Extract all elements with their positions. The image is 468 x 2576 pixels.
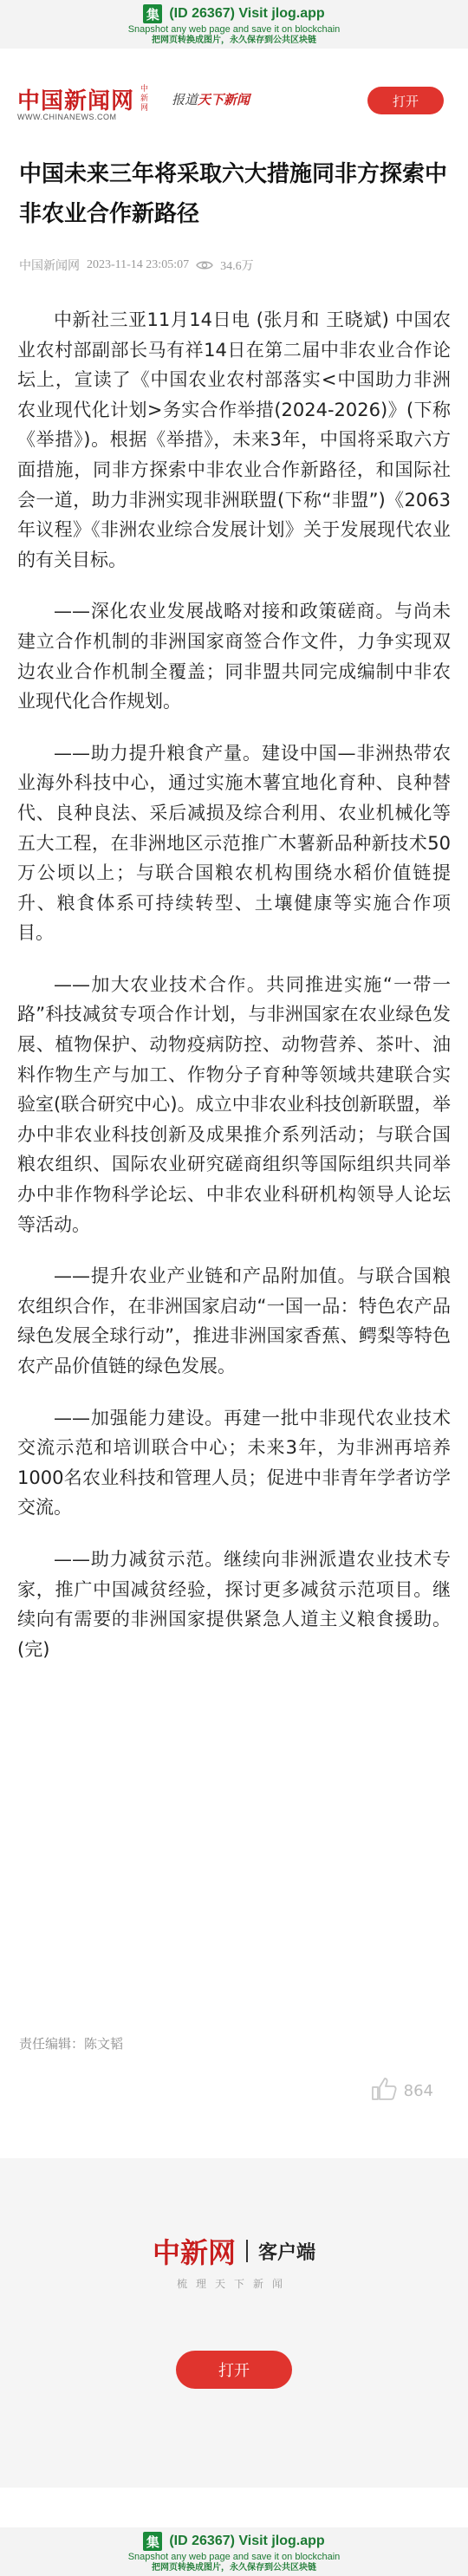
footer-slogan: 梳理天下新闻	[176, 2278, 291, 2290]
bottom-banner[interactable]	[0, 2527, 468, 2576]
banner-desc-cn: 把网页转换成图片，永久保存到公共区块链	[152, 2563, 316, 2573]
banner-id-link[interactable]: (ID 26367) Visit jlog.app	[169, 6, 325, 21]
footer-client-label: 客户端	[258, 2241, 316, 2264]
site-logo[interactable]: 中国新闻网	[17, 88, 135, 114]
slogan-part-b: 天下新闻	[198, 92, 250, 107]
logo-subtext: 中新网	[140, 85, 149, 113]
article-paragraph: ——加强能力建设。再建一批中非现代农业技术交流示范和培训联合中心；未来3年，为非洲再培养1000名农业科技和管理人员；促进中非青年学者访学交流。	[17, 1407, 451, 1519]
open-app-button[interactable]: 打开	[367, 87, 444, 114]
footer-logo-cn: 中新网	[152, 2236, 236, 2269]
banner-desc-en: Snapshot any web page and save it on blockchain	[127, 24, 341, 35]
article-title: 中国未来三年将采取六大措施同非方探索中非农业合作新路径	[19, 161, 448, 227]
like-count: 864	[403, 2082, 433, 2100]
article-datetime: 2023-11-14 23:05:07	[87, 258, 190, 271]
article-paragraph: 中新社三亚11月14日电 (张月和 王晓斌) 中国农业农村部副部长马有祥14日在第二届中非农业合作论坛上，宣读了《中国农业农村部落实<中国助力非洲农业现代化计划>务实合作举措(2024-2026)》(下称《举措》)。根据《举措》，未来3年，中国将采取六方面措施，同非方探索中非农业合作新路径，和国际社会一道，助力非洲实现非洲联盟(下称“非盟”)《2063年议程》《非洲农业综合发展计划》关于发展现代农业的有关目标。	[17, 309, 451, 570]
article-body	[17, 305, 451, 1686]
logo-url: WWW.CHINANEWS.COM	[17, 113, 117, 121]
like-button[interactable]	[371, 2077, 433, 2105]
site-header	[0, 73, 468, 133]
article-paragraph: ——助力提升粮食产量。建设中国—非洲热带农业海外科技中心，通过实施木薯宜地化育种、良种替代、良种良法、采后减损及综合利用、农业机械化等五大工程，在非洲地区示范推广木薯新品种新技术50万公顷以上；与联合国粮农机构围绕水稻价值链提升、粮食体系可持续转型、土壤健康等实施合作项目。	[17, 742, 451, 944]
article-paragraph: ——提升农业产业链和产品附加值。与联合国粮农组织合作，在非洲国家启动“一国一品：特色农产品绿色发展全球行动”，推进非洲国家香蕉、鳄梨等特色农产品价值链的绿色发展。	[17, 1265, 451, 1376]
slogan-part-a: 报道	[172, 92, 198, 107]
view-count: 34.6万	[220, 260, 254, 273]
banner-desc-en: Snapshot any web page and save it on blockchain	[127, 2552, 341, 2562]
eye-icon	[196, 259, 213, 271]
article-paragraph: ——深化农业发展战略对接和政策磋商。与尚未建立合作机制的非洲国家商签合作文件，力争实现双边农业合作机制全覆盖；同非盟共同完成编制中非农业现代化合作规划。	[17, 601, 451, 712]
article-paragraph: ——加大农业技术合作。共同推进实施“一带一路”科技减贫专项合作计划，与非洲国家在农业绿色发展、植物保护、动物疫病防控、动物营养、茶叶、油料作物生产与加工、作物分子育种等领域共建联合实验室(联合研究中心)。成立中非农业科技创新联盟，举办中非农业科技创新及成果推介系列活动；与联合国粮农组织、国际农业研究磋商组织等国际组织共同举办中非作物科学论坛、中非农业科研机构领导人论坛等活动。	[17, 973, 451, 1235]
jlog-icon: 集	[143, 2532, 162, 2551]
app-promo-footer	[0, 2158, 468, 2488]
article-meta	[19, 257, 254, 274]
open-app-footer-button[interactable]: 打开	[176, 2351, 292, 2389]
footer-logo-divider	[246, 2240, 248, 2262]
banner-id-link[interactable]: (ID 26367) Visit jlog.app	[169, 2534, 325, 2548]
thumbs-up-icon	[371, 2077, 397, 2105]
banner-desc-cn: 把网页转换成图片，永久保存到公共区块链	[152, 36, 316, 45]
article-paragraph: ——助力减贫示范。继续向非洲派遣农业技术专家，推广中国减贫经验，探讨更多减贫示范项目。继续向有需要的非洲国家提供紧急人道主义粮食援助。(完)	[17, 1548, 451, 1660]
footer-logo	[0, 2231, 468, 2271]
top-banner[interactable]	[0, 0, 468, 49]
article-source: 中国新闻网	[19, 260, 80, 273]
article-editor: 责任编辑：陈文韬	[19, 2036, 124, 2052]
header-slogan	[172, 90, 250, 108]
jlog-icon: 集	[143, 4, 162, 23]
